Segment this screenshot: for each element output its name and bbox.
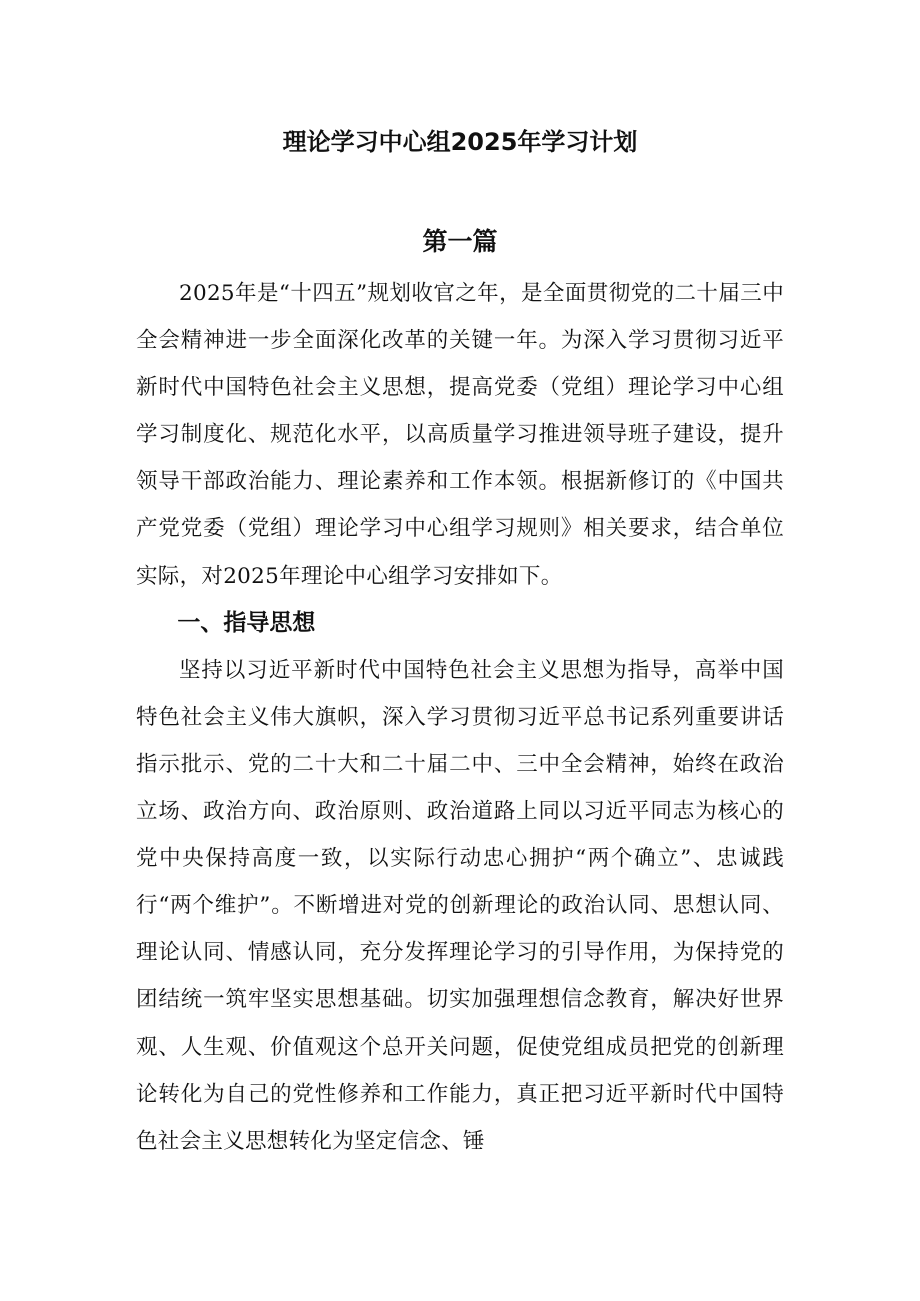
intro-paragraph: 2025年是“十四五”规划收官之年，是全面贯彻党的二十届三中全会精神进一步全面深化改革的关键一年。为深入学习贯彻习近平新时代中国特色社会主义思想，提高党委（党组）理论学习中心组学习制度化、规范化水平，以高质量学习推进领导班子建设，提升领导干部政治能力、理论素养和工作本领。根据新修订的《中国共产党党委（党组）理论学习中心组学习规则》相关要求，结合单位实际，对2025年理论中心组学习安排如下。 xyxy=(136,281,784,589)
document-body xyxy=(136,270,784,1165)
heading-guiding-ideology: 一、指导思想 xyxy=(177,609,316,636)
document-title: 理论学习中心组2025年学习计划 xyxy=(282,128,638,156)
guiding-ideology-paragraph: 坚持以习近平新时代中国特色社会主义思想为指导，高举中国特色社会主义伟大旗帜，深入学习贯彻习近平总书记系列重要讲话指示批示、党的二十大和二十届二中、三中全会精神，始终在政治立场、政治方向、政治原则、政治道路上同以习近平同志为核心的党中央保持高度一致，以实际行动忠心拥护“两个确立”、忠诚践行“两个维护”。不断增进对党的创新理论的政治认同、思想认同、理论认同、情感认同，充分发挥理论学习的引导作用，为保持党的团结统一筑牢坚实思想基础。切实加强理想信念教育，解决好世界观、人生观、价值观这个总开关问题，促使党组成员把党的创新理论转化为自己的党性修养和工作能力，真正把习近平新时代中国特色社会主义思想转化为坚定信念、锤 xyxy=(136,657,784,1154)
section-title: 第一篇 xyxy=(422,227,498,256)
